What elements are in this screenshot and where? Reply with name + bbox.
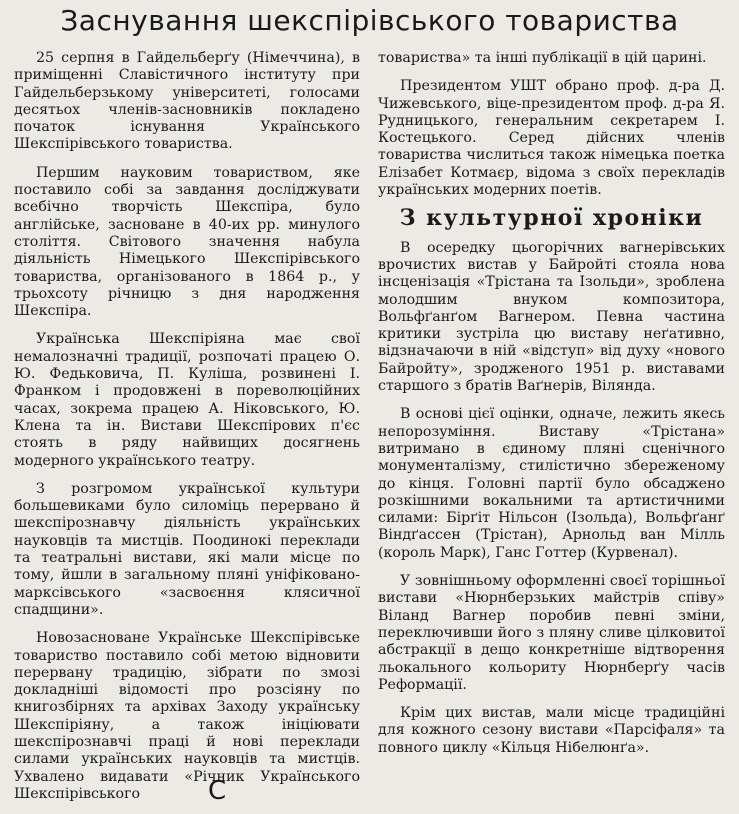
- section-title: З культурної хроніки: [399, 205, 704, 232]
- paragraph: Новозасноване Українське Шекспірівське товариство поставило собі метою відновити перервану традицію, зібрати по змозі докладніші відомості про розсіяну по книгозбірнях та архівах Заходу українську Шекспіріяну, а також ініціювати шекспірознавчі праці й нові переклади силами українських науковців та мистців. Ухвалено видавати «Річник Українського Шекспірівського: [14, 630, 360, 802]
- paragraph: В осередку цьогорічних вагнерівських врочистих вистав у Байройті стояла нова інсценізація «Трістана та Ізольди», зроблена молодшим внуком композитора, Вольфґанґом Вагнером. Певна частина критики зустріла цю виставу неґативно, відзначаючи в ній «відступ» від духу «нового Байройту», зродженого 1951 р. виставами старшого з братів Ваґнерів, Віляндa.: [378, 239, 725, 395]
- left-column: [14, 50, 360, 814]
- paragraph-continued: товариства» та інші публікації в цій царині.: [378, 50, 707, 66]
- paragraph: Першим науковим товариством, яке поставило собі за завдання досліджувати всебічно творчість Шекспіра, було англійське, засноване в 40-их рр. минулого століття. Світового значення набула діяльність Німецького Шекспірівського товариства, організованого в 1864 р., у трьохсоту річницю з дня народження Шекспіра.: [14, 164, 360, 320]
- right-column: [378, 50, 725, 768]
- paragraph: 25 серпня в Гайдельберґу (Німеччина), в приміщенні Славістичного інституту при Гайдельберзькому університеті, голосами десятьох членів-засновників покладено початок існування Українського Шекспірівського товариства.: [14, 50, 360, 153]
- paragraph: У зовнішньому оформленні своєї торішньої вистави «Нюрнберзьких майстрів співу» Віланд Вагнер поробив певні зміни, переключивши його з пляну сливе цілковитої абстракції в дещо конкретніше відтворення льокального кольориту Нюрнберґу часів Реформації.: [378, 573, 725, 693]
- paragraph: Президентом УШТ обрано проф. д-ра Д. Чижевського, віце-президентом проф. д-ра Я. Рудницького, генеральним секретарем І. Костецького. Серед дійсних членів товариства числиться також німецька поетка Елізабет Котмаєр, відома з своїх перекладів українських модерних поетів.: [378, 78, 725, 199]
- paragraph: Крім цих вистав, мали місце традиційні для кожного сезону вистави «Парсіфаля» та повного циклу «Кільця Нібелюнґа».: [378, 705, 725, 756]
- paragraph: З розгромом української культури большевиками було силоміць перервано й шекспірознавчу діяльність українських науковців та мистців. Поодинокі переклади та театральні вистави, які мали місце по тому, йшли в загальному пляні уніфіковано-марксівського «засвоєння клясичної спадщини».: [14, 480, 360, 618]
- cut-off-heading-fragment: С: [208, 776, 227, 806]
- paragraph: Українська Шекспіріяна має свої немалозначні традиції, розпочаті працею О. Ю. Федьковича, П. Куліша, розвинені І. Франком і продовжені в пореволюційних часах, зокрема працею А. Ніковського, Ю. Клена та ін. Вистави Шекспірових п'єс стоять в ряду найвищих досягнень модерного українського театру.: [14, 331, 360, 469]
- page-title: Заснування шекспірівського товариства: [60, 4, 679, 37]
- paragraph: В основі цієї оцінки, одначе, лежить якесь непорозуміння. Виставу «Трістана» витримано в єдиному пляні сценічного монументалізму, стилістично збереженому до кінця. Головні партії було обсаджено розкішними вокальними та артистичними силами: Бірґіт Нільсон (Ізольда), Вольфґанґ Віндґассен (Трістан), Арнольд ван Мілль (король Марк), Ганс Готтер (Курвенал).: [378, 406, 725, 561]
